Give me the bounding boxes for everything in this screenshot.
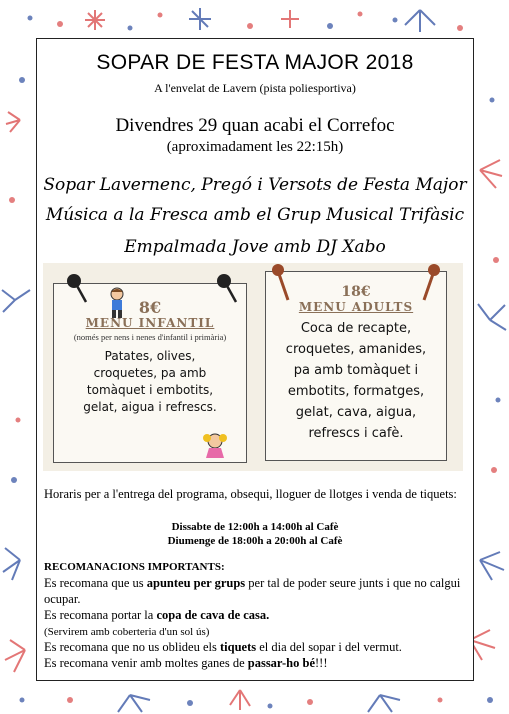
menus-panel	[43, 263, 463, 471]
menu-infantil-price: 8€	[138, 298, 162, 317]
menu-infantil-body: Patates, olives, croquetes, pa amb tomàquet i embotits, gelat, aigua i refrescs.	[83, 349, 217, 414]
menu-infantil-card	[53, 283, 247, 463]
flyer-card	[36, 38, 474, 681]
recommendations-heading: RECOMANACIONS IMPORTANTS:	[44, 561, 225, 573]
menu-infantil-subtitle: (només per nens i nenes d'infantil i primària)	[73, 332, 227, 342]
event-time: (aproximadament les 22:15h)	[166, 139, 344, 155]
menu-adults-card	[265, 271, 447, 461]
girl-icon	[202, 430, 228, 460]
recommendation-groups: Es recomana que us apunteu per grups per tal de poder seure junts i que no calgui ocupar.	[44, 576, 461, 606]
program-line-1: Sopar Lavernenc, Pregó i Versots de Festa Major	[43, 175, 467, 195]
schedule-line-1: Dissabte de 12:00h a 14:00h al Cafè	[171, 521, 339, 533]
event-location: A l'envelat de Lavern (pista poliesportiva)	[154, 81, 356, 95]
menu-adults-title: MENU ADULTS	[298, 300, 414, 314]
recommendation-tickets: Es recomana que no us oblideu els tiquets el dia del sopar i del vermut.	[44, 640, 402, 654]
program-line-3: Empalmada Jove amb DJ Xabo	[124, 237, 386, 257]
menu-infantil-title: MENU INFANTIL	[85, 316, 215, 330]
schedule-line-2: Diumenge de 18:00h a 20:00h al Cafè	[167, 535, 343, 547]
recommendation-cava-note: (Servirem amb coberteria d'un sol ús)	[44, 626, 210, 638]
program-line-2: Música a la Fresca amb el Grup Musical Trifàsic	[45, 205, 465, 225]
recommendation-cava: Es recomana portar la copa de cava de casa.	[44, 608, 270, 622]
menu-adults-body: Coca de recapte, croquetes, amanides, pa amb tomàquet i embotits, formatges, gelat, cava, aigua, refrescs i cafè.	[285, 321, 427, 441]
schedule-intro: Horaris per a l'entrega del programa, obsequi, lloguer de llotges i venda de tiquets:	[44, 487, 457, 501]
recommendation-fun: Es recomana venir amb moltes ganes de passar-ho bé!!!	[44, 656, 328, 670]
event-date: Divendres 29 quan acabi el Correfoc	[115, 115, 395, 136]
event-title: SOPAR DE FESTA MAJOR 2018	[96, 51, 414, 74]
menu-adults-price: 18€	[341, 284, 371, 300]
